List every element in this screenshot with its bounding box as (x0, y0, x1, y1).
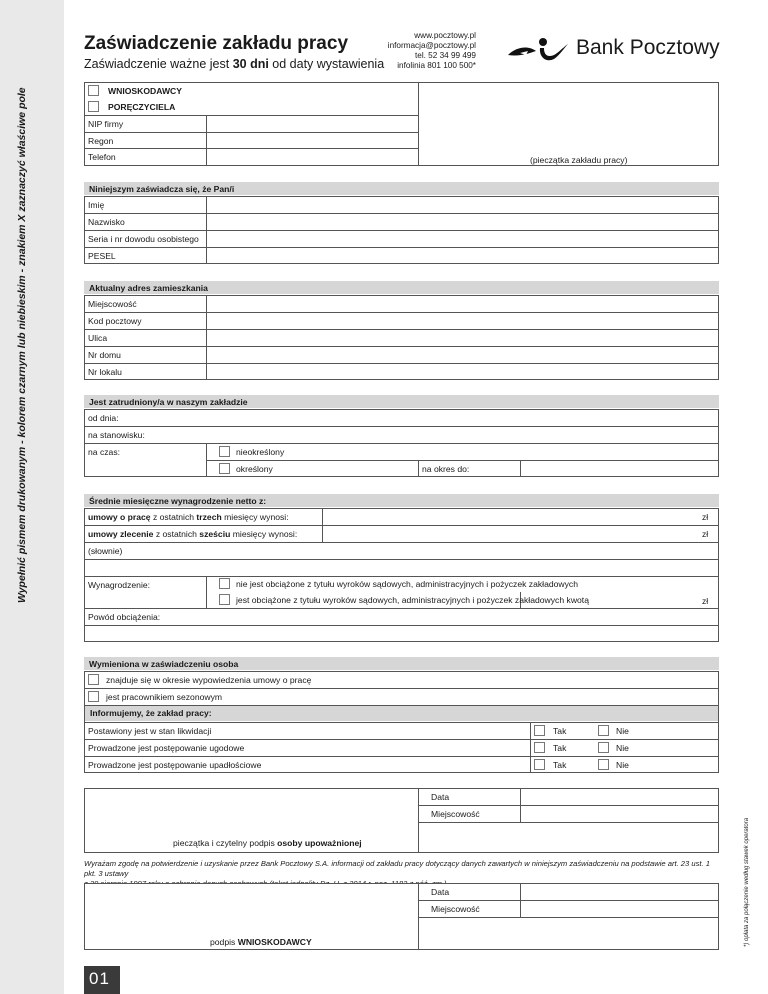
authorized-signature-caption: pieczątka i czytelny podpis osoby upoważnionej (173, 838, 362, 848)
signature2-place-label: Miejscowość (431, 904, 480, 914)
pesel-input[interactable] (207, 248, 718, 263)
not-encumbered-label: nie jest obciążone z tytułu wyroków sądowych, administracyjnych i pożyczek zakładowych (236, 579, 578, 589)
seasonal-label: jest pracownikiem sezonowym (106, 692, 223, 702)
encumbered-checkbox[interactable] (219, 594, 230, 605)
signature2-date-label: Data (431, 887, 450, 897)
nip-label: NIP firmy (88, 119, 124, 129)
applicant-label: WNIOSKODAWCY (108, 86, 182, 96)
settlement-yes-checkbox[interactable] (534, 742, 545, 753)
contact-info (388, 31, 476, 71)
last-name-input[interactable] (207, 214, 718, 229)
position-label: na stanowisku: (88, 430, 145, 440)
website-link[interactable]: www.pocztowy.pl (414, 31, 476, 40)
definite-checkbox[interactable] (219, 463, 230, 474)
signature1-date-label: Data (431, 792, 450, 802)
apartment-number-label: Nr lokalu (88, 367, 122, 377)
settlement-yes-label: Tak (553, 743, 567, 753)
page-title: Zaświadczenie zakładu pracy (84, 33, 349, 54)
phone-label: Telefon (88, 152, 116, 162)
id-card-label: Seria i nr dowodu osobistego (88, 234, 199, 244)
footnote: *) opłata za połączenie według stawek operatora (744, 817, 750, 947)
settlement-label: Prowadzone jest postępowanie ugodowe (88, 743, 245, 753)
in-words-label: (słownie) (88, 546, 123, 556)
applicant-checkbox[interactable] (88, 85, 99, 96)
liquidation-no-checkbox[interactable] (598, 725, 609, 736)
settlement-no-label: Nie (616, 743, 629, 753)
definite-label: określony (236, 464, 273, 474)
bankruptcy-label: Prowadzone jest postępowanie upadłościowe (88, 760, 262, 770)
contract-currency: zł (702, 512, 709, 522)
email-link[interactable]: informacja@pocztowy.pl (387, 41, 476, 50)
encumbered-currency: zł (702, 596, 709, 606)
end-date-label: na okres do: (422, 464, 470, 474)
applicant-signature-caption: podpis WNIOSKODAWCY (210, 937, 312, 947)
not-encumbered-checkbox[interactable] (219, 578, 230, 589)
phone-text: tel. 52 34 99 499 (414, 51, 476, 60)
bankruptcy-yes-checkbox[interactable] (534, 759, 545, 770)
validity-note: Zaświadczenie ważne jest 30 dni od daty wystawienia (84, 57, 385, 71)
remuneration-label: Wynagrodzenie: (88, 580, 151, 590)
first-name-label: Imię (88, 200, 105, 210)
regon-label: Regon (88, 136, 114, 146)
first-name-input[interactable] (207, 197, 718, 212)
liquidation-no-label: Nie (616, 726, 629, 736)
bankruptcy-no-checkbox[interactable] (598, 759, 609, 770)
sidebar (0, 0, 64, 994)
seasonal-checkbox[interactable] (88, 691, 99, 702)
guarantor-checkbox[interactable] (88, 101, 99, 112)
city-label: Miejscowość (88, 299, 137, 309)
hotline-text: infolinia 801 100 500* (397, 61, 476, 70)
consent-text: Wyrażam zgodę na potwierdzenie i uzyskanie przez Bank Pocztowy S.A. informacji od zakładu pracy dotyczący danych zawartych w niniejszym zaświadczeniu na podstawie art. 23 ust. 1 pkt. 3 ustawy (84, 859, 710, 878)
pesel-label: PESEL (88, 251, 116, 261)
house-number-label: Nr domu (88, 350, 121, 360)
start-date-label: od dnia: (88, 413, 119, 423)
address-header: Aktualny adres zamieszkania (84, 281, 719, 294)
commission-currency: zł (702, 529, 709, 539)
bankruptcy-yes-label: Tak (553, 760, 567, 770)
person-header: Niniejszym zaświadcza się, że Pan/i (84, 182, 719, 195)
liquidation-yes-checkbox[interactable] (534, 725, 545, 736)
notice-period-checkbox[interactable] (88, 674, 99, 685)
postal-code-label: Kod pocztowy (88, 316, 142, 326)
settlement-no-checkbox[interactable] (598, 742, 609, 753)
status-header: Wymieniona w zaświadczeniu osoba (84, 657, 719, 670)
stamp-label: (pieczątka zakładu pracy) (530, 155, 628, 165)
indefinite-checkbox[interactable] (219, 446, 230, 457)
street-label: Ulica (88, 333, 108, 343)
period-label: na czas: (88, 447, 121, 457)
signature1-place-label: Miejscowość (431, 809, 480, 819)
salary-header: Średnie miesięczne wynagrodzenie netto z: (84, 494, 719, 507)
last-name-label: Nazwisko (88, 217, 125, 227)
page-number: 01 (84, 966, 120, 994)
id-card-input[interactable] (207, 231, 718, 246)
instruction-text: Wypełnić pismem drukowanym - kolorem czarnym lub niebieskim - znakiem X zaznaczyć właściwe pole (16, 87, 28, 603)
bankruptcy-no-label: Nie (616, 760, 629, 770)
address-section (84, 295, 719, 380)
liquidation-yes-label: Tak (553, 726, 567, 736)
liquidation-label: Postawiony jest w stan likwidacji (88, 726, 212, 736)
encumbrance-reason-label: Powód obciążenia: (88, 612, 161, 622)
bank-logo (506, 33, 726, 69)
logo-text: Bank Pocztowy (576, 36, 720, 59)
encumbered-label: jest obciążone z tytułu wyroków sądowych, administracyjnych i pożyczek zakładowych kwotą (236, 595, 589, 605)
inform-header: Informujemy, że zakład pracy: (85, 706, 718, 721)
notice-period-label: znajduje się w okresie wypowiedzenia umowy o pracę (106, 675, 312, 685)
bank-logo-icon (506, 33, 570, 67)
guarantor-label: PORĘCZYCIELA (108, 102, 176, 112)
contract-salary-label: umowy o pracę z ostatnich trzech miesięcy wynosi: (88, 512, 289, 522)
indefinite-label: nieokreślony (236, 447, 285, 457)
employment-header: Jest zatrudniony/a w naszym zakładzie (84, 395, 719, 408)
commission-salary-label: umowy zlecenie z ostatnich sześciu miesięcy wynosi: (88, 529, 298, 539)
